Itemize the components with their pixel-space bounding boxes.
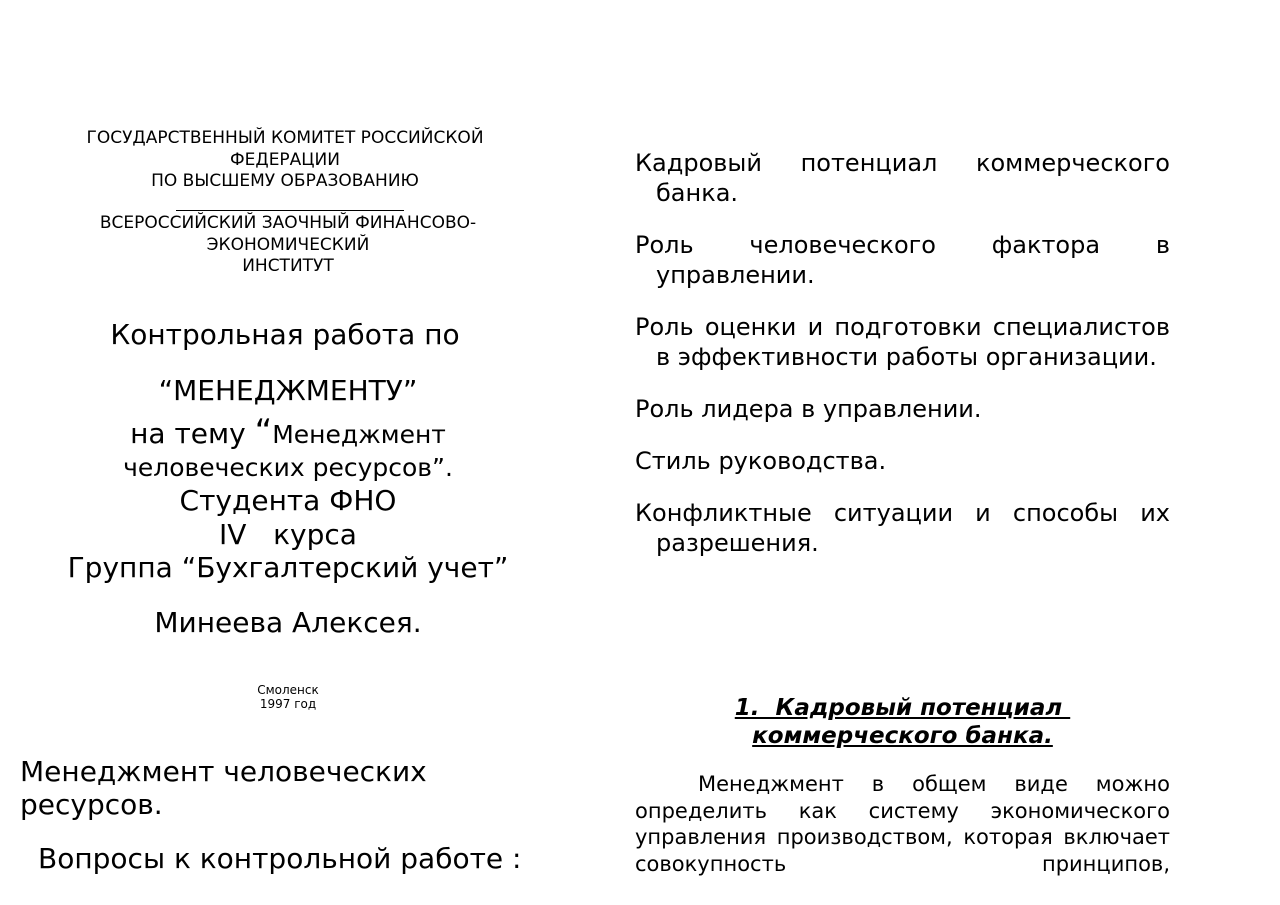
questions-list	[635, 148, 1170, 580]
institute-line: ВСЕРОССИЙСКИЙ ЗАОЧНЫЙ ФИНАНСОВО-	[99, 213, 477, 233]
topic-part1: Менеджмент	[272, 420, 446, 449]
work-subject: “МЕНЕДЖМЕНТУ”	[158, 374, 418, 407]
ministry-line: ПО ВЫСШЕМУ ОБРАЗОВАНИЮ	[151, 171, 419, 191]
ministry-line: ФЕДЕРАЦИИ	[230, 149, 340, 170]
institute-line: ЭКОНОМИЧЕСКИЙ	[206, 234, 370, 255]
work-topic	[30, 414, 546, 453]
list-item: Конфликтные ситуации и способы их разрешения.	[635, 499, 1170, 557]
list-item: Стиль руководства.	[635, 447, 887, 475]
institute-line: ИНСТИТУТ	[242, 256, 334, 276]
list-item: Кадровый потенциал коммерческого банка.	[635, 149, 1170, 207]
topic-open-quote: “	[254, 412, 273, 452]
section-heading	[690, 694, 1115, 750]
city: Смоленск	[257, 683, 319, 697]
ministry-line: ГОСУДАРСТВЕННЫЙ КОМИТЕТ РОССИЙСКОЙ	[86, 128, 484, 148]
course-label: IV курса	[219, 518, 357, 551]
list-item: Роль оценки и подготовки специалистов в эффективности работы организации.	[635, 313, 1170, 371]
section-paragraph: Менеджмент в общем виде можно определить как систему экономического управления производством, которая включает совокупность принципов,	[635, 772, 1170, 876]
student-label: Студента ФНО	[179, 484, 397, 517]
student-name: Минеева Алексея.	[154, 606, 422, 639]
list-item: Роль лидера в управлении.	[635, 395, 982, 423]
ministry-header	[40, 128, 530, 193]
work-topic-continued: человеческих ресурсов”.	[123, 453, 453, 482]
list-item: Роль человеческого фактора в управлении.	[635, 231, 1170, 289]
institute-header	[40, 213, 536, 278]
topic-prefix: на тему	[130, 417, 255, 450]
section-heading-line1: 1. Кадровый потенциал	[734, 695, 1071, 721]
questions-heading: Вопросы к контрольной работе :	[38, 842, 522, 875]
group-label: Группа “Бухгалтерский учет”	[67, 551, 509, 584]
document-title: Менеджмент человеческих ресурсов.	[20, 755, 427, 821]
year: 1997 год	[259, 697, 317, 711]
work-type: Контрольная работа по	[110, 318, 460, 351]
section-heading-line2: коммерческого банка.	[752, 723, 1053, 749]
place-date	[238, 683, 338, 711]
header-divider	[176, 210, 404, 211]
